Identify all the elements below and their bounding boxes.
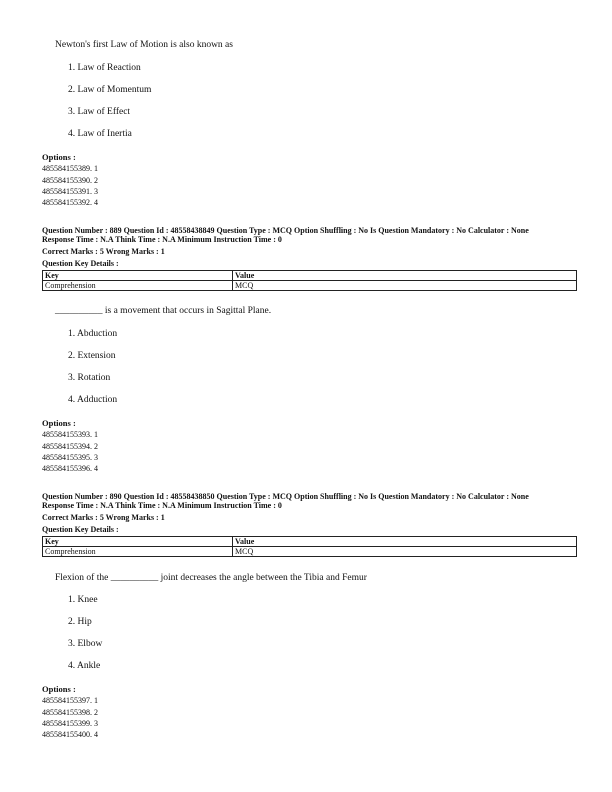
q890-option-id-4: 485584155400. 4 [42,730,98,739]
q888-choice-4: 4. Law of Inertia [68,129,132,139]
q890-key-cell: Comprehension [43,547,233,557]
q889-value-header: Value [233,271,577,281]
q890-choice-3: 3. Elbow [68,639,103,649]
q889-option-id-1: 485584155393. 1 [42,430,98,439]
q889-choice-1: 1. Abduction [68,329,118,339]
q889-question [55,306,271,316]
q890-key-header: Key [43,537,233,547]
q889-choice-3: 3. Rotation [68,373,111,383]
q890-question-suffix: joint decreases the angle between the Tibia and Femur [158,573,367,583]
q889-options-label: Options : [42,418,76,428]
q889-key-table-header-row [43,271,577,281]
q890-key-table-row [43,547,577,557]
q890-choice-2: 2. Hip [68,617,92,627]
q890-option-id-1: 485584155397. 1 [42,696,98,705]
q889-key-table-row [43,281,577,291]
q890-key-table [42,536,577,557]
q890-meta-line2: Response Time : N.A Think Time : N.A Minimum Instruction Time : 0 [42,501,282,510]
q889-question-blank: __________ [55,306,103,316]
q889-key-header: Key [43,271,233,281]
q888-question-text: Newton's first Law of Motion is also known as [55,40,233,50]
q888-choice-1: 1. Law of Reaction [68,63,141,73]
q889-option-id-3: 485584155395. 3 [42,453,98,462]
q888-options-label: Options : [42,152,76,162]
q890-option-id-3: 485584155399. 3 [42,719,98,728]
q890-key-details-label: Question Key Details : [42,525,119,534]
q889-choice-2: 2. Extension [68,351,116,361]
q889-meta-line1: Question Number : 889 Question Id : 48558438849 Question Type : MCQ Option Shuffling : No Is Question Mandatory : No Calculator : None [42,226,529,235]
q890-key-table-header-row [43,537,577,547]
q890-marks: Correct Marks : 5 Wrong Marks : 1 [42,513,165,522]
q888-option-id-2: 485584155390. 2 [42,176,98,185]
q888-option-id-3: 485584155391. 3 [42,187,98,196]
q888-choice-3: 3. Law of Effect [68,107,131,117]
q890-option-id-2: 485584155398. 2 [42,708,98,717]
q890-options-label: Options : [42,684,76,694]
q889-marks: Correct Marks : 5 Wrong Marks : 1 [42,247,165,256]
q889-key-details-label: Question Key Details : [42,259,119,268]
q889-meta-line2: Response Time : N.A Think Time : N.A Minimum Instruction Time : 0 [42,235,282,244]
q890-choice-1: 1. Knee [68,595,98,605]
q889-option-id-2: 485584155394. 2 [42,442,98,451]
q890-value-cell: MCQ [233,547,577,557]
q890-value-header: Value [233,537,577,547]
q889-choice-4: 4. Adduction [68,395,118,405]
q890-meta-line1: Question Number : 890 Question Id : 48558438850 Question Type : MCQ Option Shuffling : No Is Question Mandatory : No Calculator : None [42,492,529,501]
q888-option-id-4: 485584155392. 4 [42,198,98,207]
q889-option-id-4: 485584155396. 4 [42,464,98,473]
q888-choice-2: 2. Law of Momentum [68,85,152,95]
q889-value-cell: MCQ [233,281,577,291]
q889-key-cell: Comprehension [43,281,233,291]
q888-option-id-1: 485584155389. 1 [42,164,98,173]
q890-question [55,573,367,583]
q890-choice-4: 4. Ankle [68,661,101,671]
q890-question-blank: __________ [110,573,159,583]
q890-question-prefix: Flexion of the [55,573,111,583]
q889-key-table [42,270,577,291]
q889-question-text: is a movement that occurs in Sagittal Plane. [102,306,272,316]
